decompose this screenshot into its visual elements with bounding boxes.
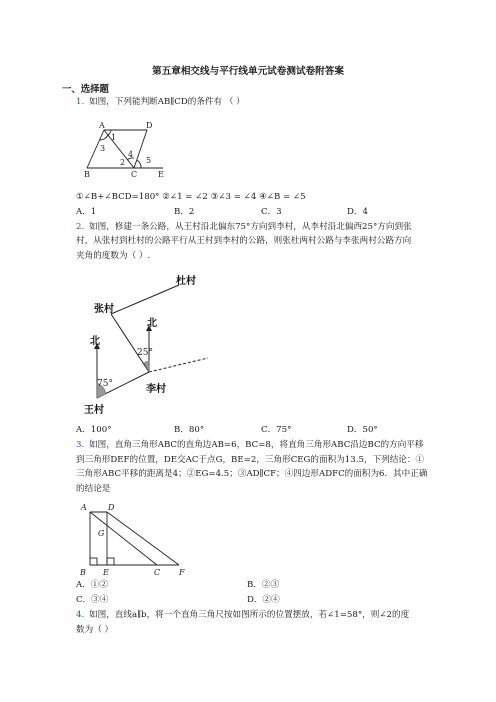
q3-option-a: A．①②	[76, 580, 108, 590]
q3-label-F: F	[179, 568, 185, 577]
q1-angle-1: 1	[111, 133, 117, 142]
q2-option-c: C．75°	[261, 425, 292, 435]
q3-label-G: G	[98, 529, 105, 538]
q3-line-1: 如图，直角三角形ABC的直角边AB=6，BC=8，将直角三角形ABC沿边BC的方向平移	[89, 440, 424, 450]
q2-label-north-1: 北	[90, 336, 100, 347]
q3-label-D: D	[108, 503, 115, 512]
q3-number: 3.	[76, 440, 85, 450]
q2-angle-25: 25°	[137, 348, 153, 358]
q2-line-1: 如图，修建一条公路，从王村沿北偏东75°方向到李村，从李村沿北偏西25°方向到张	[89, 222, 412, 232]
q2-label-north-2: 北	[147, 318, 157, 329]
q1-label-A: A	[99, 121, 105, 130]
q2-line-2: 村，从张村到杜村的公路平行从王村到李村的公路，则张杜两村公路与李张两村公路方向	[76, 236, 412, 246]
q1-option-b: B．2	[174, 207, 195, 217]
q1-number: 1.	[76, 97, 85, 107]
q3-label-A: A	[81, 503, 87, 512]
q2-option-b: B．80°	[174, 425, 205, 435]
q3-line-2: 到三角形DEF的位置，DE交AC于点G，BE=2，三角形CEG的面积为13.5，下列结论：①	[76, 455, 425, 465]
page-title: 第五章相交线与平行线单元试卷测试卷附答案	[152, 66, 344, 77]
q2-label-li: 李村	[146, 384, 166, 395]
q3-label-B: B	[80, 568, 86, 577]
q2-option-d: D．50°	[347, 425, 378, 435]
q4-number: 4.	[76, 610, 85, 620]
q1-label-D: D	[146, 121, 153, 130]
q1-label-C: C	[131, 170, 138, 179]
q2-angle-75: 75°	[97, 379, 113, 389]
q3-line-4: 的结论是	[76, 484, 111, 494]
q3-option-d: D．②④	[247, 595, 280, 605]
q2-line-3: 夹角的度数为（ ）.	[76, 251, 151, 261]
q3-label-C: C	[154, 568, 161, 577]
q1-conditions: ①∠B+∠BCD=180° ②∠1 = ∠2 ③∠3 = ∠4 ④∠B = ∠5	[76, 192, 306, 202]
q1-stem: 如图，下列能判断AB∥CD的条件有 （ ）	[89, 97, 245, 107]
q1-angle-4: 4	[128, 150, 134, 159]
q1-angle-5: 5	[146, 156, 152, 165]
q2-label-wang: 王村	[84, 405, 104, 416]
q1-label-E: E	[158, 170, 164, 179]
q2-option-a: A．100°	[76, 425, 112, 435]
q3-option-b: B．②③	[247, 580, 280, 590]
q2-label-zhang: 张村	[94, 304, 114, 315]
q1-option-a: A．1	[76, 207, 97, 217]
q3-line-3: 三角形ABC平移的距离是4；②EG=4.5；③AD∥CF；④四边形ADFC的面积为6．其中正确	[76, 469, 428, 479]
q1-option-d: D．4	[347, 207, 368, 217]
q1-angle-3: 3	[100, 144, 106, 153]
q3-label-E: E	[103, 568, 109, 577]
q4-line-2: 数为（ ）	[76, 625, 114, 635]
q2-number: 2.	[76, 222, 85, 232]
q3-option-c: C．③④	[76, 595, 109, 605]
q1-label-B: B	[84, 170, 90, 179]
q4-line-1: 如图，直线a∥b，将一个直角三角尺按如图所示的位置摆放，若∠1=58°，则∠2的度	[89, 610, 410, 620]
q2-label-du: 杜村	[176, 276, 196, 287]
q1-option-c: C．3	[261, 207, 282, 217]
q1-angle-2: 2	[120, 158, 126, 167]
section-heading: 一、选择题	[62, 84, 109, 95]
